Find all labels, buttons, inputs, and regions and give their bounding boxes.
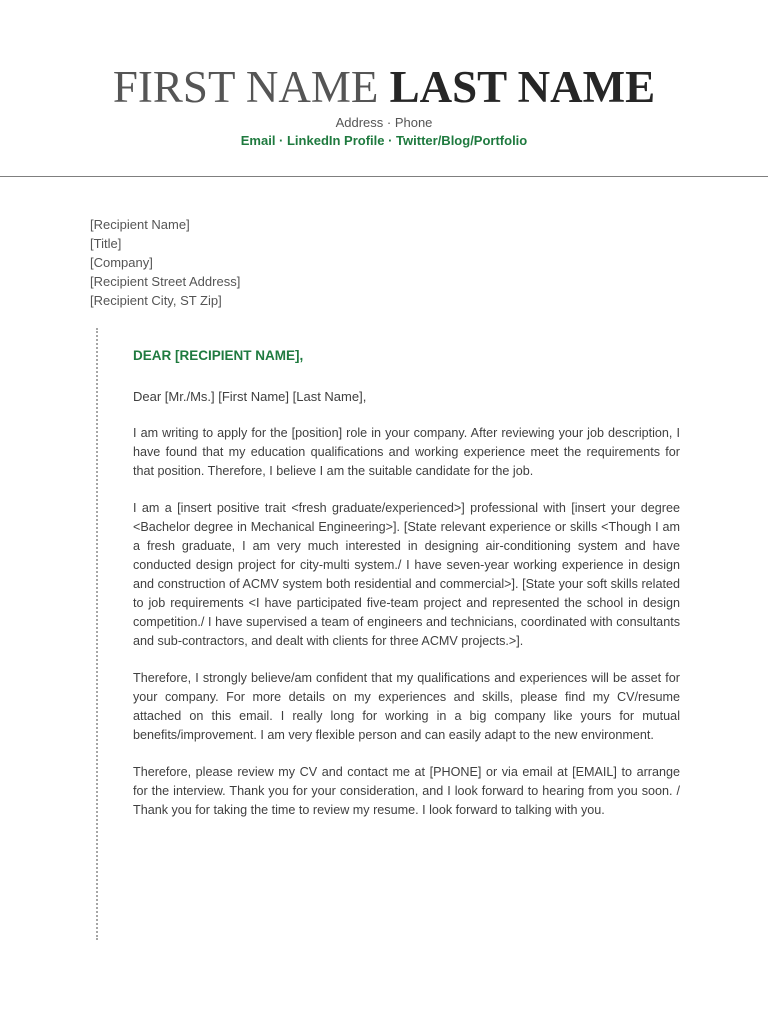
recipient-company: [Company] xyxy=(90,255,153,270)
letter-header xyxy=(0,0,768,178)
dotted-margin-line xyxy=(96,328,98,940)
header-divider xyxy=(0,176,768,177)
letter-paragraph-1: I am writing to apply for the [position] role in your company. After reviewing your job description, I have found that my education qualifications and working experience meet the requirements for that position. Therefore, I believe I am the suitable candidate for the job. xyxy=(133,426,680,478)
letter-paragraph-3: Therefore, I strongly believe/am confident that my qualifications and experiences will be asset for your company. For more details on my experiences and skills, please find my CV/resume attached on this email. I really long for working in a big company like yours for mutual benefits/improvement. I am very flexible person and can easily adapt to the new environment. xyxy=(133,671,680,742)
letter-paragraph-4: Therefore, please review my CV and contact me at [PHONE] or via email at [EMAIL] to arrange for the interview. Thank you for your consideration, and I look forward to hearing from you soon. / Thank you for taking the time to review my resume. I look forward to talking with you. xyxy=(133,765,680,817)
letter-body xyxy=(133,346,680,838)
recipient-title: [Title] xyxy=(90,236,122,251)
address-phone-line: Address · Phone xyxy=(335,115,433,130)
applicant-name xyxy=(0,60,768,114)
first-name: FIRST NAME xyxy=(112,62,379,112)
letter-paragraph-2: I am a [insert positive trait <fresh graduate/experienced>] professional with [insert your degree <Bachelor degree in Mechanical Engineering>]. [State relevant experience or skills <Though I am a fresh graduate, I am very much interested in designing air-conditioning system and have conducted design project for city-multi system./ I have seven-year working experience in design and construction of ACMV system both residential and commercial>]. [State your soft skills related to job requirements <I have participated five-team project and represented the school in design competition./ I have supervised a team of engineers and technicians, coordinated with consultants and sub-contractors, and dealt with clients for three ACMV projects.>]. xyxy=(133,501,680,648)
contact-links-line: Email · LinkedIn Profile · Twitter/Blog/Portfolio xyxy=(240,133,528,148)
letter-greeting: DEAR [RECIPIENT NAME], xyxy=(133,348,304,363)
letter-salutation: Dear [Mr./Ms.] [First Name] [Last Name], xyxy=(133,389,367,404)
last-name: LAST NAME xyxy=(389,62,656,112)
recipient-name: [Recipient Name] xyxy=(90,217,190,232)
recipient-street: [Recipient Street Address] xyxy=(90,274,241,289)
recipient-block xyxy=(90,215,240,310)
recipient-city: [Recipient City, ST Zip] xyxy=(90,293,222,308)
